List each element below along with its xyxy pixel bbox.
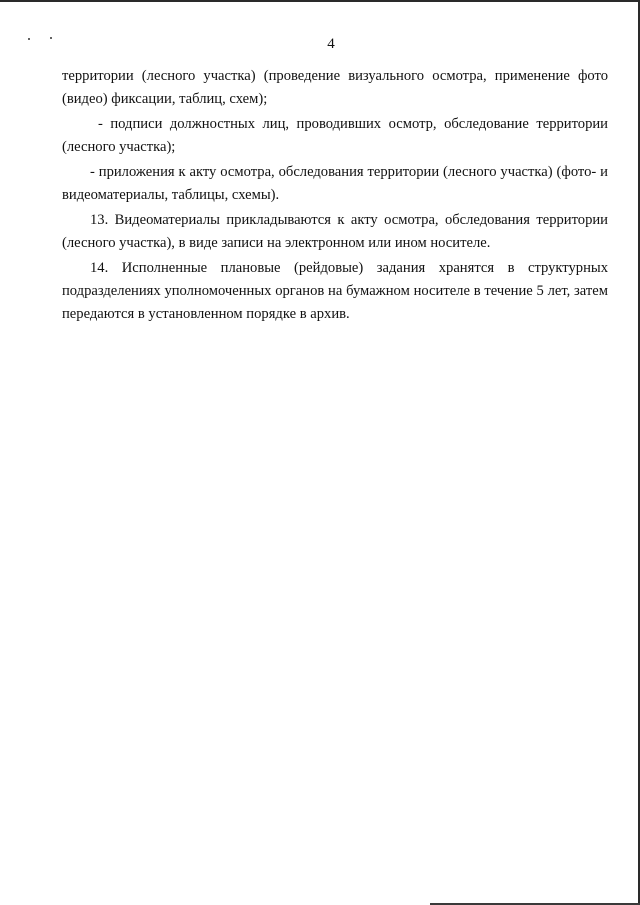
page-number: 4 [327,36,335,52]
paragraph-continuation: территории (лесного участка) (проведение визуального осмотра, применение фото (видео) фиксации, таблиц, схем); [62,68,608,107]
paragraph-13: 13. Видеоматериалы прикладываются к акту осмотра, обследования территории (лесного участка), в виде записи на электронном или ином носителе. [62,212,608,251]
paragraph-14: 14. Исполненные плановые (рейдовые) задания хранятся в структурных подразделениях уполномоченных органов на бумажном носителе в течение 5 лет, затем передаются в установленном порядке в архив. [62,260,608,322]
list-item-attachments: - приложения к акту осмотра, обследования территории (лесного участка) (фото- и видеоматериалы, таблицы, схемы). [62,164,608,203]
list-item-signatures: - подписи должностных лиц, проводивших осмотр, обследование территории (лесного участка); [62,116,608,155]
document-body [62,65,608,328]
scan-edge-top [0,0,640,2]
